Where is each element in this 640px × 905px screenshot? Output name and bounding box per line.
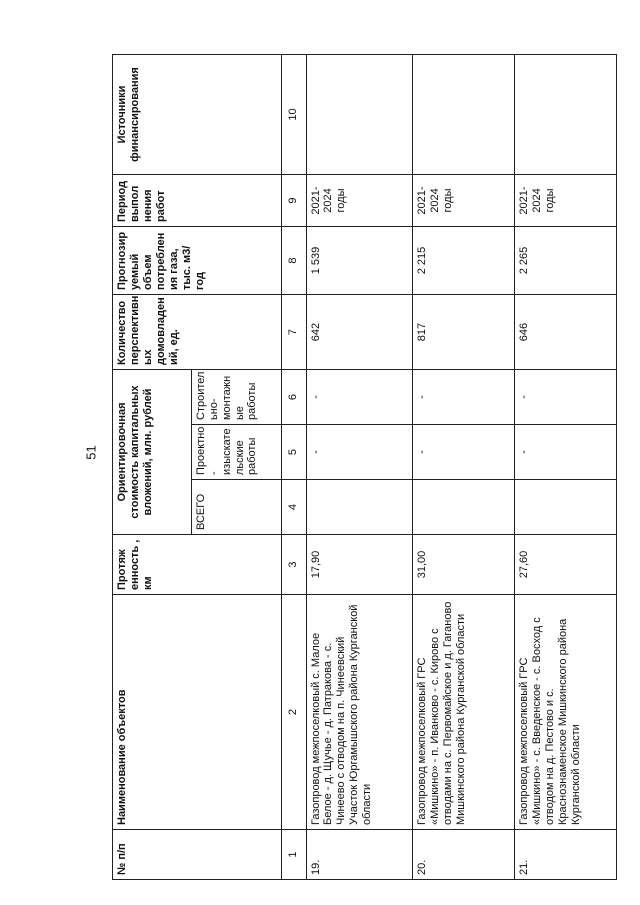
column-number: 5 (282, 425, 306, 480)
object-name: Газопровод межпоселковый ГРС «Мишкино» - п. Иванково - с. Кирово с отводами на с. Первомайское и д. Гаганово Мишкинского района Курганской области (413, 595, 515, 830)
header-sources: Источники финансирования (113, 55, 282, 175)
header-num: № п/п (113, 830, 282, 880)
households-value: 642 (306, 295, 413, 370)
column-number: 1 (282, 830, 306, 880)
gas-volume-value: 2 265 (515, 227, 617, 295)
row-num: 21. (515, 830, 617, 880)
households-value: 817 (413, 295, 515, 370)
header-cost-build: Строител ьно- монтажн ые работы (191, 370, 282, 425)
row-num: 20. (413, 830, 515, 880)
sources-value (515, 55, 617, 175)
length-value: 31,00 (413, 535, 515, 595)
cost-total-value (413, 480, 515, 535)
document-table-container (112, 55, 617, 880)
header-period: Период выпол нения работ (113, 175, 282, 227)
column-number: 8 (282, 227, 306, 295)
period-value: 2021-2024 годы (306, 175, 413, 227)
table-row (515, 55, 617, 880)
cost-design-value: - (515, 425, 617, 480)
column-number: 6 (282, 370, 306, 425)
cost-build-value: - (515, 370, 617, 425)
period-value: 2021-2024 годы (515, 175, 617, 227)
column-number: 2 (282, 595, 306, 830)
table-row (413, 55, 515, 880)
gas-volume-value: 2 215 (413, 227, 515, 295)
cost-build-value: - (306, 370, 413, 425)
column-number: 7 (282, 295, 306, 370)
header-gas-volume: Прогнозир уемый объем потреблен ия газа, тыс. м3/год (113, 227, 282, 295)
header-cost-design: Проектно - изыскате льские работы (191, 425, 282, 480)
page-number: 51 (83, 445, 99, 460)
gas-pipeline-table (112, 54, 617, 880)
header-cost-total: ВСЕГО (191, 480, 282, 535)
length-value: 27,60 (515, 535, 617, 595)
sources-value (413, 55, 515, 175)
header-cost-group: Ориентировочная стоимость капитальных вложений, млн. рублей (113, 370, 192, 535)
column-number: 10 (282, 55, 306, 175)
length-value: 17,90 (306, 535, 413, 595)
cost-design-value: - (413, 425, 515, 480)
table-row (306, 55, 413, 880)
households-value: 646 (515, 295, 617, 370)
gas-volume-value: 1 539 (306, 227, 413, 295)
object-name: Газопровод межпоселковый с. Малое Белое - д. Щучье - д. Патракова - с. Чинеево с отводом на п. Чинеевский Участок Юргамышского района Курганской области (306, 595, 413, 830)
column-number: 3 (282, 535, 306, 595)
column-number: 4 (282, 480, 306, 535)
row-num: 19. (306, 830, 413, 880)
object-name: Газопровод межпоселковый ГРС «Мишкино» - с. Введенское - с. Восход с отводом на д. Пестово и с. Краснознаменское Мишкинского района Курганской области (515, 595, 617, 830)
cost-total-value (515, 480, 617, 535)
cost-design-value: - (306, 425, 413, 480)
header-name: Наименование объектов (113, 595, 282, 830)
cost-build-value: - (413, 370, 515, 425)
column-number: 9 (282, 175, 306, 227)
header-households: Количество перспективн ых домовладен ий, ед. (113, 295, 282, 370)
sources-value (306, 55, 413, 175)
period-value: 2021-2024 годы (413, 175, 515, 227)
header-length: Протяж енность , км (113, 535, 282, 595)
cost-total-value (306, 480, 413, 535)
